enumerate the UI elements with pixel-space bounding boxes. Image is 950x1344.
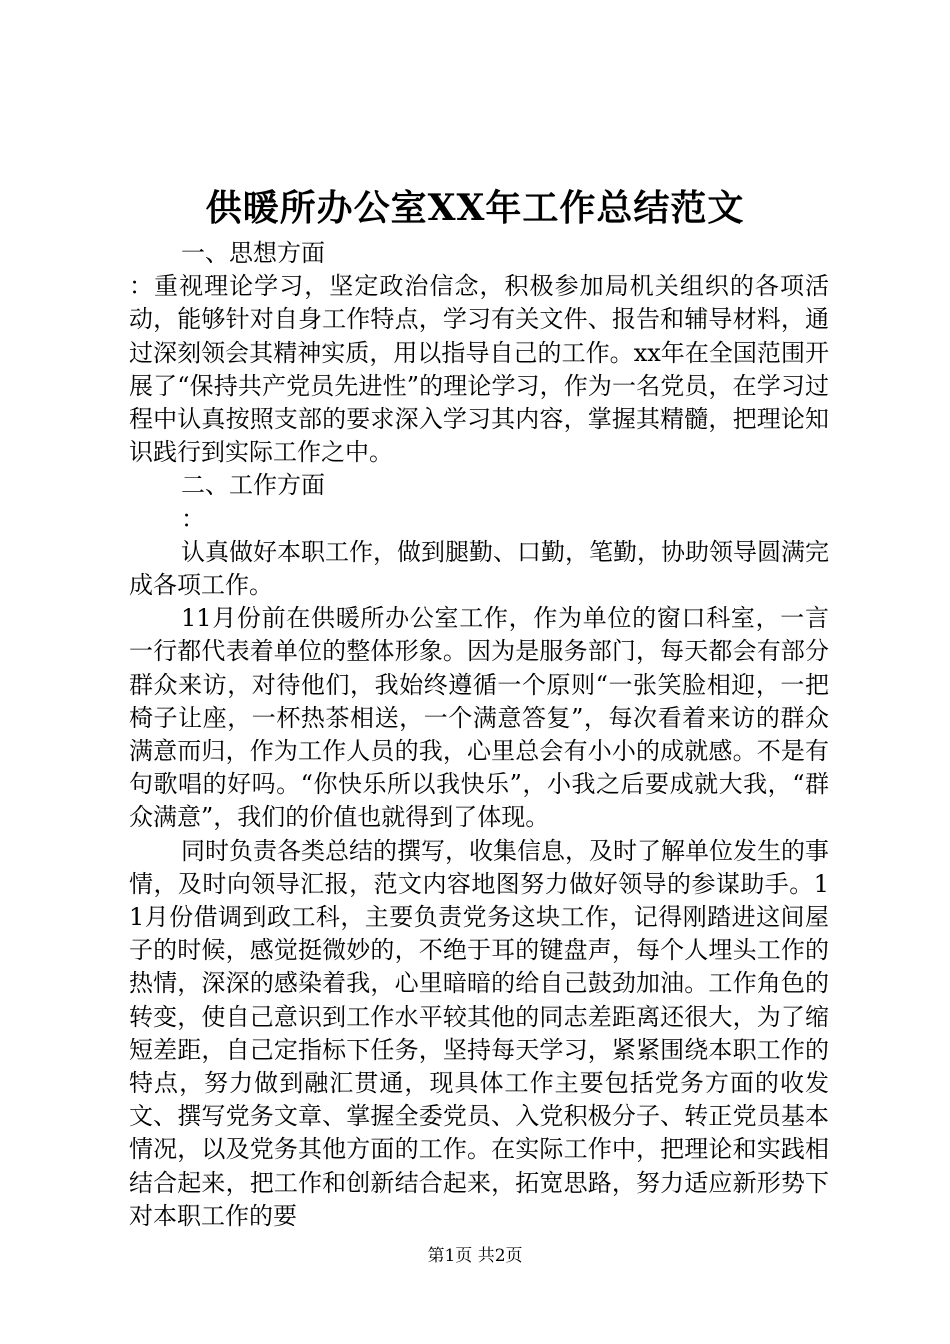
document-body [129, 237, 829, 1233]
section-heading-work: 二、工作方面 [181, 471, 325, 500]
section-heading-thought: 一、思想方面 [181, 239, 325, 267]
paragraph-colon: ： [181, 504, 205, 533]
paragraph-duty: 认真做好本职工作，做到腿勤、口勤，笔勤，协助领导圆满完成各项工作。 [129, 537, 829, 600]
paragraph-summary-writing: 同时负责各类总结的撰写，收集信息，及时了解单位发生的事情，及时向领导汇报，范文内容地图努力做好领导的参谋助手。11月份借调到政工科，主要负责党务这块工作，记得刚踏进这间屋子的时候，感觉挺微妙的，不绝于耳的键盘声，每个人埋头工作的热情，深深的感染着我，心里暗暗的给自己鼓劲加油。工作角色的转变，使自己意识到工作水平较其他的同志差距离还很大，为了缩短差距，自己定指标下任务，坚持每天学习，紧紧围绕本职工作的特点，努力做到融汇贯通，现具体工作主要包括党务方面的收发文、撰写党务文章、掌握全委党员、入党积极分子、转正党员基本情况，以及党务其他方面的工作。在实际工作中，把理论和实践相结合起来，把工作和创新结合起来，拓宽思路，努力适应新形势下对本职工作的要 [129, 836, 829, 1230]
page-footer: 第1页 共2页 [427, 1246, 523, 1266]
document-title: 供暖所办公室XX年工作总结范文 [205, 187, 745, 229]
paragraph-thought: ：重视理论学习，坚定政治信念，积极参加局机关组织的各项活动，能够针对自身工作特点，学习有关文件、报告和辅导材料，通过深刻领会其精神实质，用以指导自己的工作。xx年在全国范围开展了“保持共产党员先进性”的理论学习，作为一名党员，在学习过程中认真按照支部的要求深入学习其内容，掌握其精髓，把理论知识践行到实际工作之中。 [129, 272, 829, 467]
paragraph-office-work: 11月份前在供暖所办公室工作，作为单位的窗口科室，一言一行都代表着单位的整体形象。因为是服务部门，每天都会有部分群众来访，对待他们，我始终遵循一个原则“一张笑脸相迎，一把椅子让座，一杯热茶相送，一个满意答复”，每次看着来访的群众满意而归，作为工作人员的我，心里总会有小小的成就感。不是有句歌唱的好吗。“你快乐所以我快乐”，小我之后要成就大我，“群众满意”，我们的价值也就得到了体现。 [129, 604, 829, 832]
